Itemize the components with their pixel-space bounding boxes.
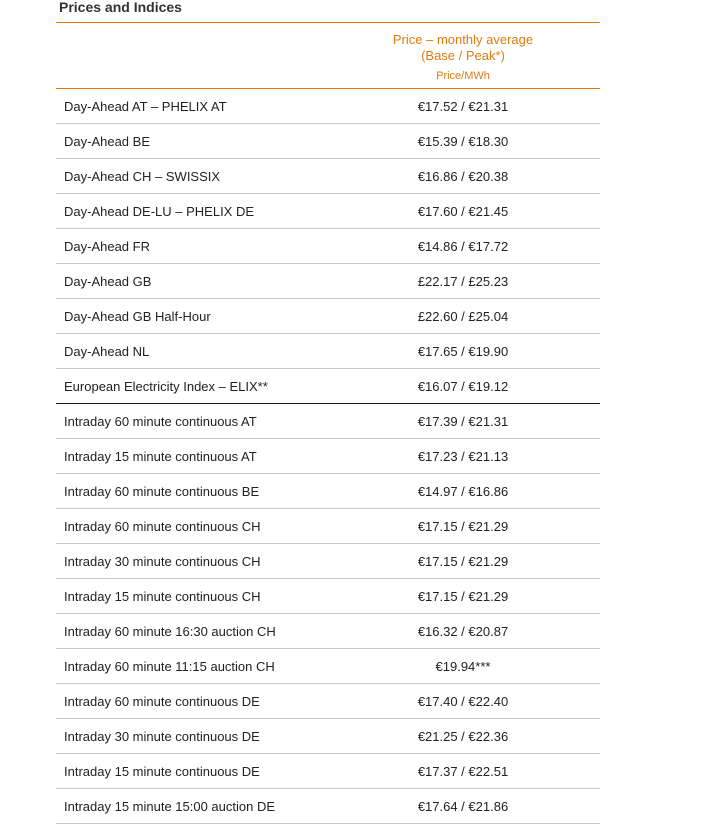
- table-row: [56, 509, 600, 544]
- table-row: [56, 579, 600, 614]
- row-label: Day-Ahead GB Half-Hour: [64, 309, 211, 324]
- row-price: €21.25 / €22.36: [417, 729, 509, 744]
- row-price: €17.23 / €21.13: [417, 449, 509, 464]
- table-row: [56, 544, 600, 579]
- table-row: [56, 474, 600, 509]
- row-price: €17.65 / €19.90: [417, 344, 509, 359]
- row-price: €16.32 / €20.87: [417, 624, 509, 639]
- row-label: European Electricity Index – ELIX**: [64, 379, 268, 394]
- table-row: [56, 614, 600, 649]
- row-label: Intraday 15 minute continuous DE: [64, 764, 260, 779]
- row-label: Intraday 30 minute continuous CH: [64, 554, 261, 569]
- table-row: [56, 194, 600, 229]
- row-price: €16.86 / €20.38: [417, 169, 509, 184]
- table-row: [56, 789, 600, 824]
- header-title: Price – monthly average: [392, 32, 534, 47]
- row-price: €17.15 / €21.29: [417, 519, 509, 534]
- table-row: [56, 299, 600, 334]
- table-row: [56, 684, 600, 719]
- table-row: [56, 439, 600, 474]
- row-label: Intraday 60 minute 16:30 auction CH: [64, 624, 276, 639]
- prices-table: [56, 22, 600, 824]
- table-row: [56, 159, 600, 194]
- header-unit: Price/MWh: [436, 70, 490, 82]
- row-price: €17.15 / €21.29: [417, 589, 509, 604]
- table-body: [56, 89, 600, 824]
- row-label: Day-Ahead CH – SWISSIX: [64, 169, 221, 184]
- table-row: [56, 89, 600, 124]
- row-label: Day-Ahead GB: [64, 274, 152, 289]
- row-label: Intraday 60 minute continuous BE: [64, 484, 260, 499]
- table-row: [56, 719, 600, 754]
- row-price: €14.97 / €16.86: [417, 484, 509, 499]
- price-column-header: [370, 32, 556, 83]
- table-row: [56, 754, 600, 789]
- row-label: Intraday 15 minute 15:00 auction DE: [64, 799, 276, 814]
- row-label: Intraday 15 minute continuous CH: [64, 589, 261, 604]
- row-price: €17.15 / €21.29: [417, 554, 509, 569]
- header-subtitle: (Base / Peak*): [421, 48, 505, 63]
- row-label: Day-Ahead AT – PHELIX AT: [64, 99, 227, 114]
- section-title: Prices and Indices: [59, 0, 182, 15]
- row-label: Intraday 60 minute continuous CH: [64, 519, 261, 534]
- table-row: [56, 229, 600, 264]
- row-label: Day-Ahead BE: [64, 134, 150, 149]
- row-price: €17.60 / €21.45: [417, 204, 509, 219]
- row-label: Day-Ahead FR: [64, 239, 150, 254]
- row-price: €17.52 / €21.31: [417, 99, 509, 114]
- table-row: [56, 369, 600, 404]
- row-label: Intraday 60 minute 11:15 auction CH: [64, 659, 275, 674]
- row-price: €16.07 / €19.12: [417, 379, 509, 394]
- row-price: €15.39 / €18.30: [417, 134, 509, 149]
- row-price: €14.86 / €17.72: [417, 239, 509, 254]
- table-row: [56, 334, 600, 369]
- table-row: [56, 404, 600, 439]
- row-price: £22.60 / £25.04: [417, 309, 509, 324]
- row-price: €19.94***: [435, 659, 491, 674]
- row-price: €17.39 / €21.31: [417, 414, 509, 429]
- row-price: €17.37 / €22.51: [417, 764, 509, 779]
- row-label: Day-Ahead NL: [64, 344, 150, 359]
- row-label: Day-Ahead DE-LU – PHELIX DE: [64, 204, 255, 219]
- table-row: [56, 649, 600, 684]
- row-label: Intraday 60 minute continuous DE: [64, 694, 260, 709]
- row-label: Intraday 30 minute continuous DE: [64, 729, 260, 744]
- row-label: Intraday 60 minute continuous AT: [64, 414, 257, 429]
- table-row: [56, 264, 600, 299]
- table-row: [56, 124, 600, 159]
- row-price: €17.40 / €22.40: [417, 694, 509, 709]
- row-price: £22.17 / £25.23: [417, 274, 509, 289]
- row-label: Intraday 15 minute continuous AT: [64, 449, 257, 464]
- row-price: €17.64 / €21.86: [417, 799, 509, 814]
- table-header: [56, 22, 600, 89]
